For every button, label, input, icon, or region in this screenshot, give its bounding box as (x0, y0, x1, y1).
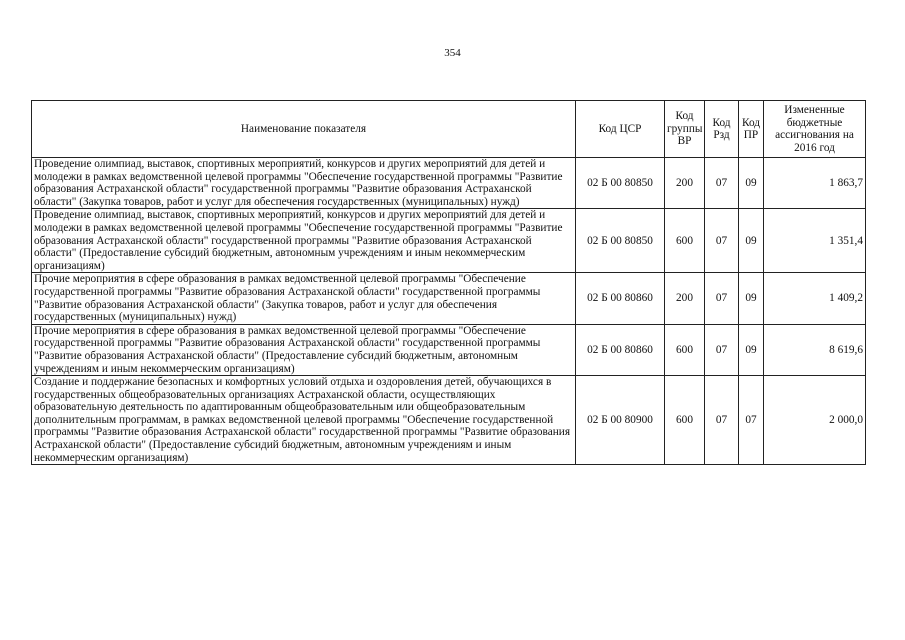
row-csr: 02 Б 00 80850 (576, 209, 665, 273)
row-name: Прочие мероприятия в сфере образования в рамках ведомственной целевой программы "Обеспечение государственной программы "Развитие образования Астраханской области" государственной программы "Развитие образования Астраханской области" (Закупка товаров, работ и услуг для обеспечения государственных (муниципальных) нужд) (32, 273, 576, 324)
row-amount: 8 619,6 (764, 324, 866, 375)
row-rzd: 07 (705, 158, 739, 209)
row-vr: 600 (665, 324, 705, 375)
page-number: 354 (444, 47, 461, 59)
row-rzd: 07 (705, 376, 739, 465)
row-amount: 2 000,0 (764, 376, 866, 465)
row-rzd: 07 (705, 209, 739, 273)
row-pr: 09 (739, 158, 764, 209)
header-vr: Код группы ВР (665, 101, 705, 158)
row-name: Проведение олимпиад, выставок, спортивных мероприятий, конкурсов и других мероприятий для детей и молодежи в рамках ведомственной целевой программы "Обеспечение государственной программы "Развитие образования Астраханской области" государственной программы "Развитие образования Астраханской области" (Закупка товаров, работ и услуг для обеспечения государственных (муниципальных) нужд) (32, 158, 576, 209)
header-csr: Код ЦСР (576, 101, 665, 158)
row-pr: 07 (739, 376, 764, 465)
table-row (32, 209, 866, 273)
row-csr: 02 Б 00 80850 (576, 158, 665, 209)
row-vr: 600 (665, 209, 705, 273)
row-amount: 1 863,7 (764, 158, 866, 209)
row-name: Прочие мероприятия в сфере образования в рамках ведомственной целевой программы "Обеспечение государственной программы "Развитие образования Астраханской области" государственной программы "Развитие образования Астраханской области" (Предоставление субсидий бюджетным, автономным учреждениям и иным некоммерческим организациям) (32, 324, 576, 375)
row-csr: 02 Б 00 80900 (576, 376, 665, 465)
budget-table (31, 100, 866, 465)
header-pr: Код ПР (739, 101, 764, 158)
header-name: Наименование показателя (32, 101, 576, 158)
row-amount: 1 351,4 (764, 209, 866, 273)
row-vr: 200 (665, 273, 705, 324)
row-rzd: 07 (705, 324, 739, 375)
row-amount: 1 409,2 (764, 273, 866, 324)
header-row (32, 101, 866, 158)
header-amount: Измененные бюджетные ассигнования на 2016 год (764, 101, 866, 158)
table-row (32, 376, 866, 465)
table-row (32, 158, 866, 209)
row-vr: 600 (665, 376, 705, 465)
row-pr: 09 (739, 209, 764, 273)
table-row (32, 273, 866, 324)
row-csr: 02 Б 00 80860 (576, 324, 665, 375)
row-rzd: 07 (705, 273, 739, 324)
row-vr: 200 (665, 158, 705, 209)
row-pr: 09 (739, 324, 764, 375)
table-row (32, 324, 866, 375)
row-pr: 09 (739, 273, 764, 324)
header-rzd: Код Рзд (705, 101, 739, 158)
row-name: Проведение олимпиад, выставок, спортивных мероприятий, конкурсов и других мероприятий для детей и молодежи в рамках ведомственной целевой программы "Обеспечение государственной программы "Развитие образования Астраханской области" государственной программы "Развитие образования Астраханской области" (Предоставление субсидий бюджетным, автономным учреждениям и иным некоммерческим организациям) (32, 209, 576, 273)
row-csr: 02 Б 00 80860 (576, 273, 665, 324)
row-name: Создание и поддержание безопасных и комфортных условий отдыха и оздоровления детей, обучающихся в государственных общеобразовательных организациях Астраханской области, осуществляющих образовательную деятельность по адаптированным общеобразовательным или общеобразовательным дополнительным программам, в рамках ведомственной целевой программы "Обеспечение государственной программы "Развитие образования Астраханской области" государственной программы "Развитие образования Астраханской области" (Предоставление субсидий бюджетным, автономным учреждениям и иным некоммерческим организациям) (32, 376, 576, 465)
